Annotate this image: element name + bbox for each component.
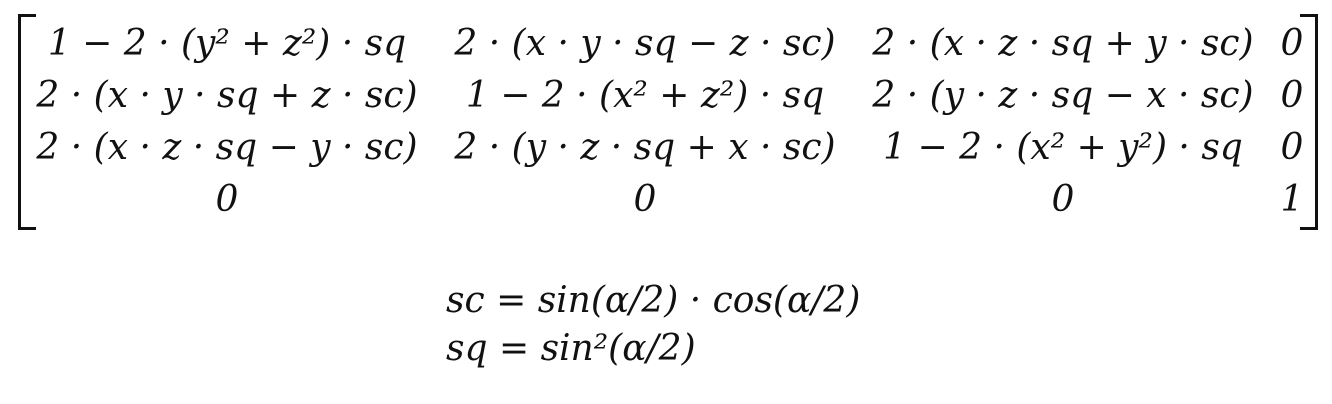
matrix-cell: 1 − 2 · (x² + y²) · sq xyxy=(883,127,1243,168)
rotation-matrix xyxy=(18,14,1318,232)
matrix-cell: 2 · (y · z · sq + x · sc) xyxy=(454,127,836,168)
sq-definition: sq = sin²(α/2) xyxy=(446,328,696,369)
matrix-cell: 0 xyxy=(633,179,657,220)
matrix-cell: 2 · (y · z · sq − x · sc) xyxy=(872,75,1254,116)
matrix-cell: 2 · (x · y · sq − z · sc) xyxy=(454,23,836,64)
matrix-cell: 0 xyxy=(1280,23,1304,64)
matrix-cell: 0 xyxy=(1051,179,1075,220)
matrix-cell: 1 − 2 · (x² + z²) · sq xyxy=(465,75,825,116)
matrix-cell: 0 xyxy=(1280,127,1304,168)
matrix-cell: 2 · (x · z · sq + y · sc) xyxy=(872,23,1254,64)
matrix-cell: 1 xyxy=(1280,179,1304,220)
matrix-cell: 1 − 2 · (y² + z²) · sq xyxy=(47,23,407,64)
matrix-cell: 0 xyxy=(1280,75,1304,116)
matrix-cell: 2 · (x · y · sq + z · sc) xyxy=(36,75,418,116)
matrix-cell: 0 xyxy=(215,179,239,220)
sc-definition: sc = sin(α/2) · cos(α/2) xyxy=(446,280,861,321)
matrix-cell: 2 · (x · z · sq − y · sc) xyxy=(36,127,418,168)
